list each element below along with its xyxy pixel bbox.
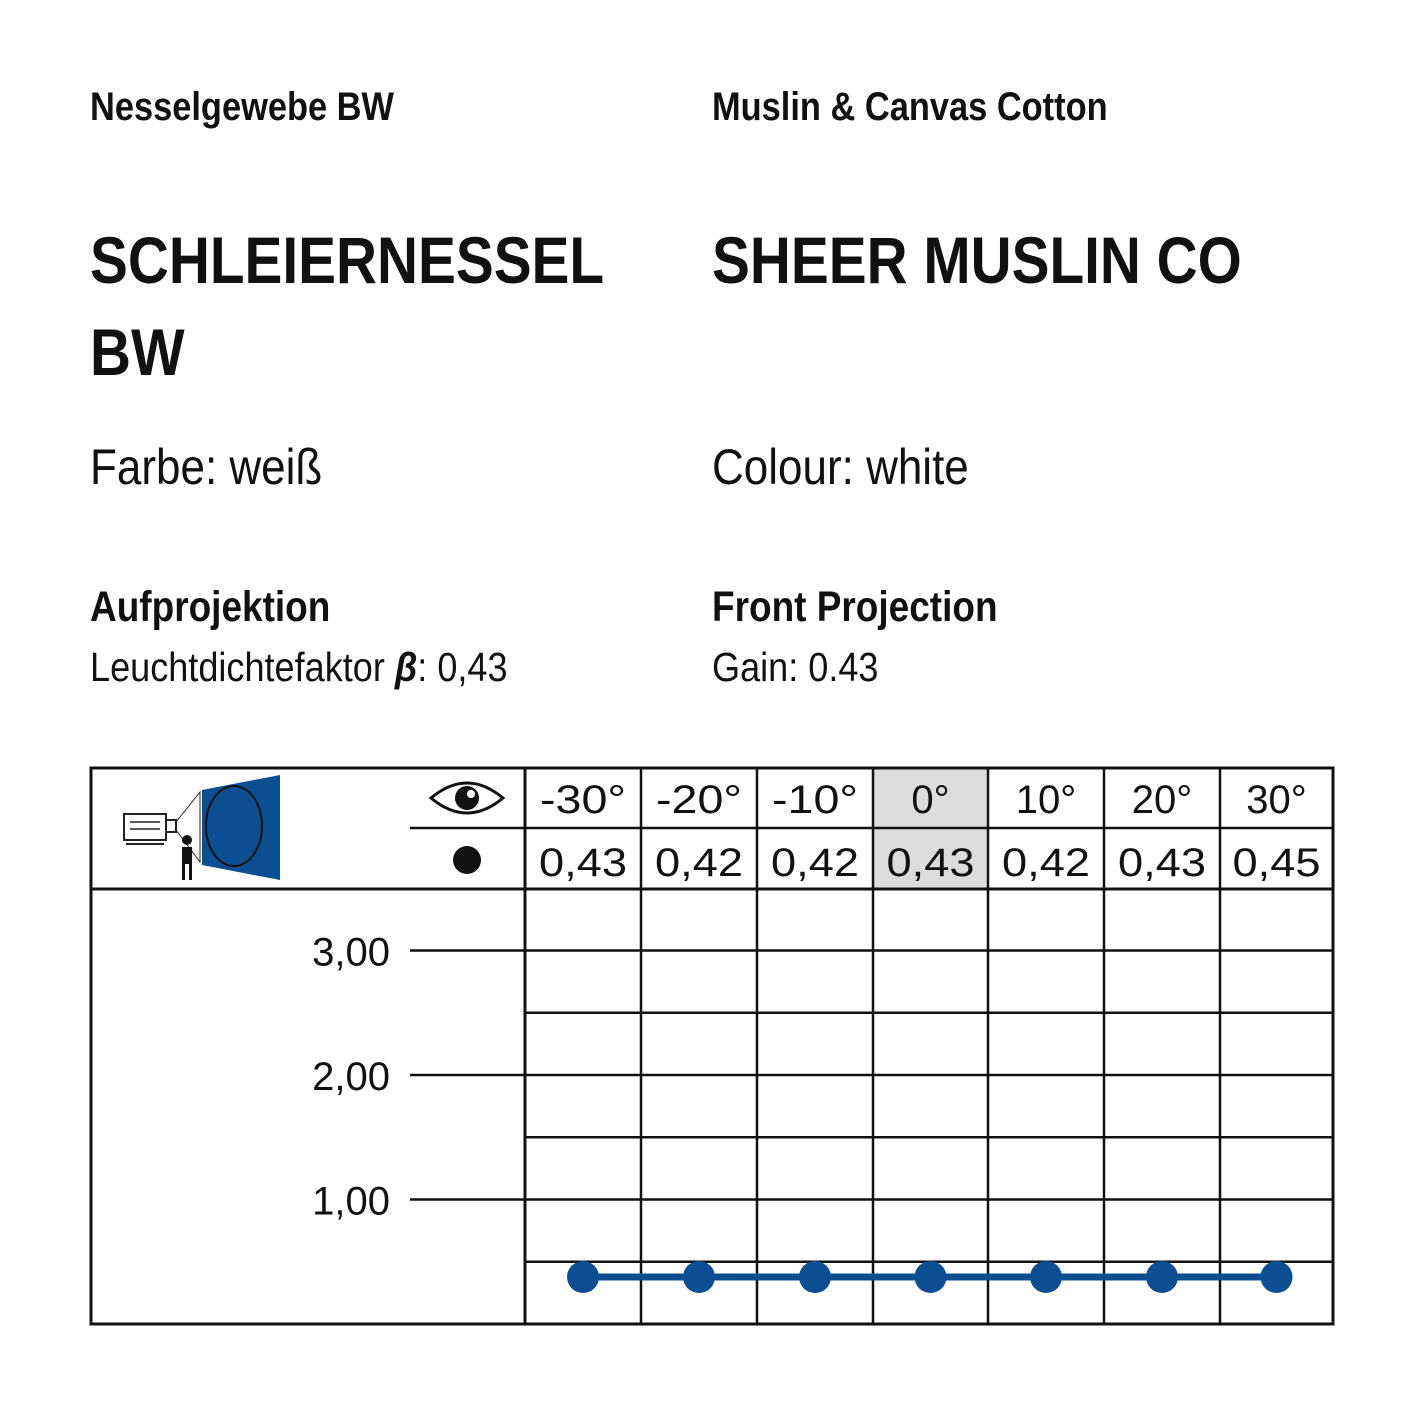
gain-value-label: 0,42 [771, 841, 859, 885]
angle-label: 10° [1015, 778, 1077, 822]
projector-screen-icon [124, 775, 280, 880]
data-point [915, 1261, 947, 1293]
english-section-heading: Front Projection [712, 583, 998, 631]
english-product-title: SHEER MUSLIN CO [712, 223, 1242, 297]
angle-label: -10° [772, 778, 858, 822]
y-tick-label: 2,00 [312, 1055, 390, 1099]
gain-value-label: 0,43 [539, 841, 627, 885]
data-series [567, 1261, 1293, 1293]
angle-label: 20° [1131, 778, 1193, 822]
data-point [1030, 1261, 1062, 1293]
german-subtitle: Nesselgewebe BW [90, 85, 394, 129]
data-point [683, 1261, 715, 1293]
gain-value-label: 0,45 [1232, 841, 1321, 885]
angle-label: -20° [656, 778, 742, 822]
angle-label: -30° [540, 778, 626, 822]
angle-label: 0° [911, 778, 950, 822]
y-tick-label: 1,00 [312, 1179, 390, 1224]
data-point [799, 1261, 831, 1293]
english-subtitle: Muslin & Canvas Cotton [712, 85, 1108, 129]
english-gain-line: Gain: 0.43 [712, 644, 879, 690]
german-section-heading: Aufprojektion [90, 583, 331, 631]
dot-icon [453, 846, 481, 874]
german-title-line2: BW [90, 315, 185, 389]
table-text [312, 778, 1320, 1224]
data-point [567, 1261, 599, 1293]
y-tick-label: 3,00 [312, 930, 390, 975]
german-gain-value: : 0,43 [417, 644, 508, 690]
data-point [1146, 1261, 1178, 1293]
eye-icon [431, 783, 503, 813]
english-colour: Colour: white [712, 439, 969, 495]
german-colour: Farbe: weiß [90, 439, 323, 495]
beta-symbol: β [394, 644, 418, 690]
gain-value-label: 0,43 [886, 841, 975, 885]
angle-label: 30° [1246, 778, 1307, 822]
gain-value-label: 0,42 [1002, 841, 1090, 885]
german-title-line1: SCHLEIERNESSEL [90, 223, 605, 297]
gain-value-label: 0,42 [655, 841, 743, 885]
gain-value-label: 0,43 [1118, 841, 1206, 885]
data-point [1261, 1261, 1293, 1293]
german-gain-label: Leuchtdichtefaktor [90, 644, 395, 690]
